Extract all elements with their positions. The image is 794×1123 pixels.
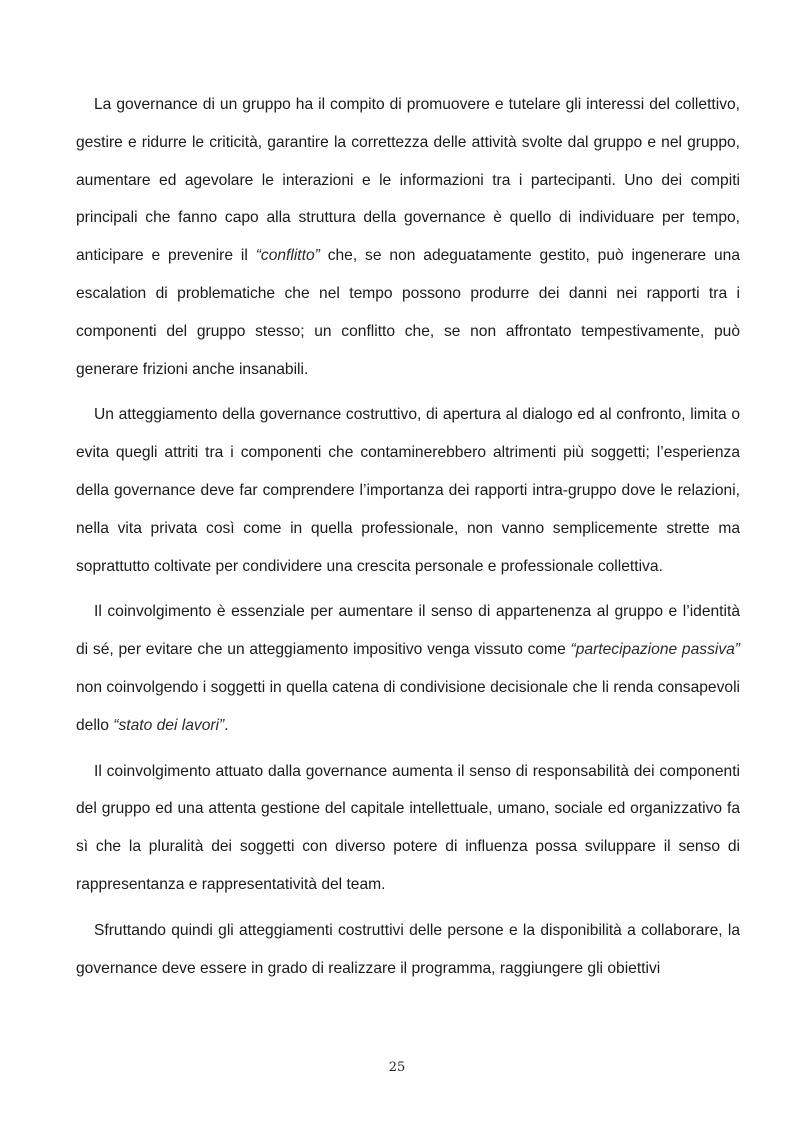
paragraph-5 — [76, 912, 740, 988]
paragraph-2 — [76, 396, 740, 585]
paragraph-1 — [76, 86, 740, 388]
body-text — [76, 86, 740, 995]
paragraph-4-text: Il coinvolgimento attuato dalla governance aumenta il senso di responsabilità dei componenti del gruppo ed una attenta gestione del capitale intellettuale, umano, sociale ed organizzativo fa sì che la pluralità dei soggetti con diverso potere di influenza possa sviluppare il senso di rappresentanza e rappresentatività del team. — [76, 762, 740, 893]
paragraph-5-text: Sfruttando quindi gli atteggiamenti costruttivi delle persone e la disponibilità a collaborare, la governance deve essere in grado di realizzare il programma, raggiungere gli obiettivi — [76, 921, 740, 977]
paragraph-2-text: Un atteggiamento della governance costruttivo, di apertura al dialogo ed al confronto, limita o evita quegli attriti tra i componenti che contaminerebbero altrimenti più soggetti; l’esperienza della governance deve far comprendere l’importanza dei rapporti intra-gruppo dove le relazioni, nella vita privata così come in quella professionale, non vanno semplicemente strette ma soprattutto coltivate per condividere una crescita personale e professionale collettiva. — [76, 406, 740, 575]
quote-partecipazione-passiva: “partecipazione passiva” — [570, 641, 741, 659]
quote-conflitto: “conflitto” — [255, 247, 320, 265]
quote-stato-dei-lavori: “stato dei lavori” — [113, 716, 225, 734]
paragraph-3 — [76, 593, 740, 744]
paragraph-3-text-3: . — [224, 716, 229, 734]
paragraph-3-text-2: non coinvolgendo i soggetti in quella catena di condivisione decisionale che li renda consapevoli dello — [76, 678, 740, 734]
paragraph-4 — [76, 753, 740, 904]
paragraph-1-text-2: che, se non adeguatamente gestito, può ingenerare una escalation di problematiche che nel tempo possono produrre dei danni nei rapporti tra i componenti del gruppo stesso; un conflitto che, se non affrontato tempestivamente, può generare frizioni anche insanabili. — [76, 247, 740, 378]
paragraph-1-text-1: La governance di un gruppo ha il compito di promuovere e tutelare gli interessi del collettivo, gestire e ridurre le criticità, garantire la correttezza delle attività svolte dal gruppo e nel gruppo, aumentare ed agevolare le interazioni e le informazioni tra i partecipanti. Uno dei compiti principali che fanno capo alla struttura della governance è quello di individuare per tempo, anticipare e prevenire il — [76, 96, 740, 265]
paragraph-3-text-1: Il coinvolgimento è essenziale per aumentare il senso di appartenenza al gruppo e l’identità di sé, per evitare che un atteggiamento impositivo venga vissuto come — [76, 603, 740, 659]
page-number: 25 — [388, 1060, 406, 1075]
